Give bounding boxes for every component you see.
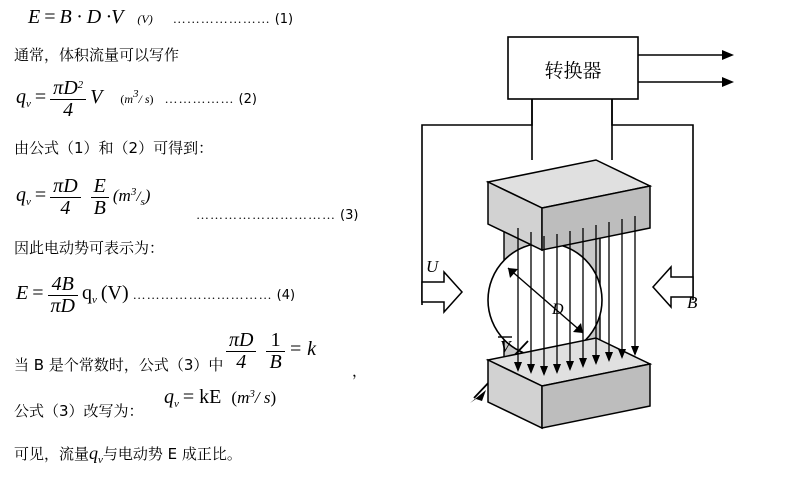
formula-1-lhs: E xyxy=(28,6,41,28)
diagram-svg xyxy=(400,0,807,482)
formula-2-unit xyxy=(120,88,156,107)
formula-4-lhs: E xyxy=(16,282,29,305)
formula-3-lhs-sub: v xyxy=(26,196,31,209)
formula-9-unit-close: ) xyxy=(270,388,277,407)
formula-line-k xyxy=(226,330,316,373)
text-line-9-prefix: 公式（3）改写为： xyxy=(14,402,144,420)
text-line-10 xyxy=(14,443,242,466)
formula-3-dots: ………………………… xyxy=(196,207,336,222)
formula-9-unit-div: / s xyxy=(254,388,271,407)
formula-3-lhs: q xyxy=(16,184,26,207)
formula-4-unit: (V) xyxy=(100,282,129,305)
formula-9-unit-exp: 3 xyxy=(249,387,255,400)
text-line-8-suffix: ， xyxy=(352,362,368,380)
formula-9-lhs-sub: v xyxy=(174,397,179,410)
formula-k-f1-bot: 4 xyxy=(236,351,247,373)
text-line-8-prefix: 当 B 是个常数时，公式（3）中 xyxy=(14,356,224,374)
formula-4-frac-top: 4B xyxy=(48,274,78,296)
formula-4-number: (4) xyxy=(276,288,296,304)
formula-2-unit-close: ) xyxy=(149,92,154,107)
text-line-6: 因此电动势可表示为： xyxy=(14,239,165,257)
formula-2-number: (2) xyxy=(238,92,257,108)
formula-2-dots: …………… xyxy=(164,91,235,107)
formula-2-unit-div: / s xyxy=(138,92,150,107)
formula-3-trailer xyxy=(196,206,358,224)
formula-k-fraction-2 xyxy=(266,330,284,373)
formula-line-9 xyxy=(164,386,276,410)
formula-3-unit-s: s xyxy=(140,196,145,209)
formula-2-fraction xyxy=(50,78,86,121)
velocity-arrow-icon xyxy=(470,390,486,403)
formula-4-fraction xyxy=(48,274,78,317)
formula-3-f1-top: πD xyxy=(50,176,80,198)
formula-2-eq: = xyxy=(34,86,47,109)
converter-label: 转换器 xyxy=(544,60,602,82)
text-line-10-suffix: 与电动势 E 成正比。 xyxy=(102,445,242,463)
formula-3-f1-bot: 4 xyxy=(60,197,71,219)
formula-k-f2-bot: B xyxy=(269,351,282,373)
formula-k-eq: = k xyxy=(288,338,317,361)
formula-line-3 xyxy=(16,176,150,219)
formula-4-dots: ………………………… xyxy=(132,287,273,303)
formula-3-unit: $(m^3/_s)$ xyxy=(112,186,151,209)
formula-k-f1-top: πD xyxy=(226,330,256,352)
formula-line-4 xyxy=(16,274,295,317)
formula-2-frac-top-text: πD xyxy=(53,77,78,99)
formula-9-unit-open: ( xyxy=(231,388,238,407)
formula-2-lhs-sub: v xyxy=(26,98,31,111)
label-D: D xyxy=(552,301,564,318)
text-line-10-symbol: q xyxy=(89,443,99,463)
formula-line-1 xyxy=(28,6,293,29)
formula-1-dots: ………………… xyxy=(172,11,271,26)
formula-9-unit xyxy=(231,388,276,407)
formula-k-f2-top: 1 xyxy=(266,330,284,352)
label-U: U xyxy=(426,257,439,276)
formula-4-tail: q xyxy=(81,282,92,305)
formula-2-frac-bot: 4 xyxy=(63,99,74,121)
formula-column xyxy=(0,0,400,482)
formula-3-unit-close: ) xyxy=(144,186,151,206)
formula-3-unit-open: ( xyxy=(112,186,119,206)
formula-2-frac-top xyxy=(50,78,86,100)
formula-3-eq: = xyxy=(34,184,47,207)
formula-2-unit-m: m xyxy=(124,92,134,107)
formula-9-eq: = kE xyxy=(182,386,222,408)
formula-3-fraction-2 xyxy=(91,176,109,219)
output-arrow-1-icon xyxy=(722,50,734,60)
formula-1-rhs: B · D ·V xyxy=(59,6,124,28)
label-V: V xyxy=(500,337,511,356)
formula-2-lhs: q xyxy=(16,86,26,109)
formula-3-f2-bot: B xyxy=(93,197,106,219)
formula-1-number: (1) xyxy=(274,12,294,27)
formula-4-eq: = xyxy=(32,282,44,305)
formula-2-tail: V xyxy=(90,86,103,109)
formula-line-2 xyxy=(16,78,257,121)
formula-k-fraction-1 xyxy=(226,330,256,373)
formula-3-number: (3) xyxy=(340,208,359,223)
formula-3-f2-top: E xyxy=(91,176,109,198)
text-line-10-prefix: 可见，流量 xyxy=(14,445,90,463)
formula-2-unit-open: ( xyxy=(120,92,125,107)
formula-1-eq: = xyxy=(44,6,56,28)
formula-9-lhs: q xyxy=(164,386,174,408)
flowmeter-diagram xyxy=(400,0,807,482)
output-arrow-2-icon xyxy=(722,77,734,87)
text-line-4: 由公式（1）和（2）可得到： xyxy=(14,139,214,157)
formula-3-unit-m: m xyxy=(118,186,131,206)
formula-1-unit: (V) xyxy=(137,12,153,26)
formula-2-frac-top-exp: 2 xyxy=(77,78,84,91)
label-B: B xyxy=(687,293,698,312)
formula-4-frac-bot: πD xyxy=(50,295,75,317)
text-line-10-symbol-sub: v xyxy=(98,453,103,466)
electrode-arrow-left-icon xyxy=(422,272,462,312)
formula-3-fraction-1 xyxy=(50,176,80,219)
formula-2-unit-exp: 3 xyxy=(133,88,139,101)
text-line-2: 通常，体积流量可以写作 xyxy=(14,46,180,64)
formula-4-tail-sub: v xyxy=(91,294,97,307)
formula-3-unit-exp: 3 xyxy=(130,186,137,199)
formula-9-unit-m: m xyxy=(237,388,250,407)
